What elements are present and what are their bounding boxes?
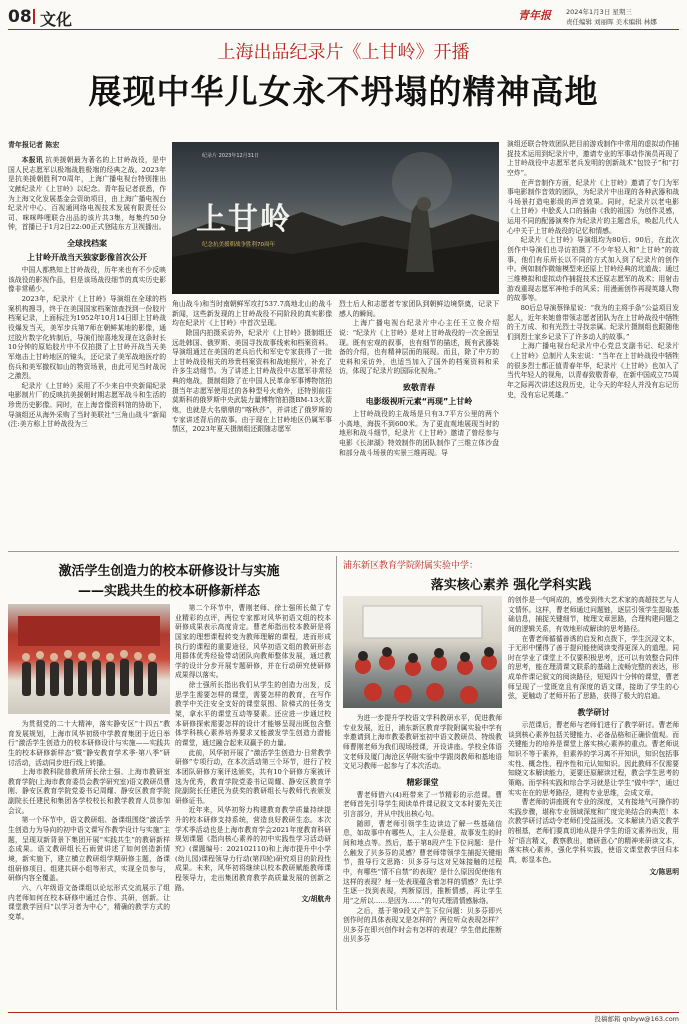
left-title-1: 激活学生创造力的校本研修设计与实施 bbox=[58, 564, 280, 579]
paragraph: 六、八年级语文备课组以论坛形式交流展示了组内老师如何在校本研修中通过合作、共研，创新。让课堂教学回归“以学习者为中心”，精确的教学方式的变革。 bbox=[8, 883, 170, 921]
paragraph: 烈士后人和志愿者专家团队到朝鲜边境祭奠，记录下感人的瞬间。 bbox=[339, 300, 499, 318]
right-photo bbox=[343, 596, 502, 708]
vertical-divider bbox=[336, 556, 337, 1010]
paragraph: 曹老师的讲座既有专业的深度，又有接地气可操作的实践步骤，堪称专业领域深度和广度完美结合的典范！本次教学研讨活动令老师们受益匪浅。文本解读乃语文教学的根基，老师们要真切地从提升学生的语文素养出发，用好“语言精义，教察教出，磨研意心”的精神来研读文本，落实核心素养，强化学科实践，使语文课堂教学回归本真，彰显本色。 bbox=[508, 798, 679, 865]
paragraph: 2023年，纪录片《上甘岭》导演组在全球的档案机构搜寻，终于在美国国家档案馆查找到一份胶片档案记录，上面标注为1952年10月14日即上甘岭战役爆发当天，美军步兵第7师在朝鲜某地的影像，通过胶片数字化转制后，导演们惊喜地发现在这条时长10分钟的原始胶片中不仅拍摄了上甘岭开战当天美军炮击上甘岭地区的镜头，还记录了美军战地医疗的伤兵和美军撤权如山的物资场景，由此可见当时战况之激烈。 bbox=[8, 295, 166, 381]
top-lead-paragraph bbox=[8, 156, 166, 233]
paragraph: 随即，曹老师引领学生边读边了解一些基础信息，如故事中有哪些人，主人公是谁，故事发生的时间和地点等。然后，基于第8段产生下位问题：是什么触发了贝多芬的灵感？曹老师带领学生捕捉关键细节，推导行文思路：贝多芬与这对兄妹接触的过程中，有哪些“情不自禁”的表现？是什么原因促使他有这样的表现？每一处表现蕴含着怎样的情感？先让学生逐一找到表现，判断原因，推断情感，再让学生用“之所以……是因为……”的句式理清情感脉络。 bbox=[343, 819, 502, 905]
paragraph: 为进一步提升学校语文学科教研水平，促进教师专业发展，近日，浦东新区教育学院附属实验中学有幸邀请到上海市教委教研室初中语文教研员、特级教师曹刚老师为我们现场授课，开设讲座。学校全体语文老师及厦门海沧区华附实验中学跟岗教师和基地语文见习教师一起参与了本次活动。 bbox=[343, 714, 502, 771]
right-signature: 文/陈思明 bbox=[649, 867, 679, 876]
top-article-col4 bbox=[507, 140, 679, 546]
left-article-col2 bbox=[175, 604, 331, 1010]
footer-email: qnbyw@163.com bbox=[622, 1015, 679, 1023]
top-byline: 青年报记者 陈宏 bbox=[8, 141, 60, 149]
right-article-col1 bbox=[343, 714, 502, 1010]
poster-subtitle: 纪念抗美援朝战争胜利70周年 bbox=[202, 242, 275, 248]
lead-text: 抗美援朝最为著名的上甘岭战役，是中国人民志愿军以极端战胜极端的经典之战。2023年是抗美援朝胜利70周年，上海广播电视台特别推出文献纪录片《上甘岭》以纪念。青年报记者获悉，作为上海文化发展基金会资助项目，由上海广播电视台纪录片中心、百视通网络电视技术发展有限责任公司、咪咪哔哩联合出品的该片共3集，每集约50分钟，首播已于1月2日22:00正式登陆东方卫视播出。 bbox=[8, 156, 166, 232]
top-kicker: 上海出品纪录片《上甘岭》开播 bbox=[217, 42, 470, 63]
left-title-2: ——实践共生的校本研修新样态 bbox=[77, 584, 260, 599]
right-title: 落实核心素养 强化学科实践 bbox=[430, 578, 592, 593]
right-kicker: 浦东新区教育学院附属实验中学： bbox=[343, 561, 479, 571]
right-subhead-1: 精彩课堂 bbox=[406, 777, 439, 787]
paragraph: 徐士强所长指出我们从学生的创造力出发，反思学生需要怎样的课堂，需要怎样的教育，在写作教学中关注安全支好的课堂氛围、阶梯式的任务支架，拿水平的课堂互动等要素。还应进一步通过校本研修探索需要怎样的设计才能够呈现出既包含整体学科核心素养培养要求又能激发学生创造力潜能的课堂，通过融合起来双赢予的力量。 bbox=[175, 681, 331, 747]
subhead-1b: 上甘岭开战当天独家影像首次公开 bbox=[27, 253, 147, 263]
paragraph: 第一个环节中，语文教研组、备课组围绕“激活学生创造力为导向的初中语文课写作教学设计与实施”主题，呈现双新背景下集团开展“实践共生”的教研新样态成果。语文教研组长石雨萱讲述了如何创造新情境，新实施下，建立横立教研组学期研修主题，备课组研修项目、组建共研小组等形式，实现全员参与，研修内容全覆盖。 bbox=[8, 816, 170, 883]
subhead-2: 致敬青春 bbox=[403, 383, 435, 393]
paragraph: 中国人都熟知上甘岭战役，历年来也有不少反映该战役的影视作品，但是该场战役细节的真实历史影像非常稀少。 bbox=[8, 266, 166, 294]
page-number: 08 bbox=[8, 7, 32, 27]
paragraph: 在声音制作方面，纪录片《上甘岭》邀请了专门为军事电影制作音效的团队，为纪录片中出现的各种武器和战斗场景打造电影级的声音效果。同时，纪录片以老电影《上甘岭》中脍炙人口的插曲《我的祖国》为创作灵感，运用不同的配器演奏作为纪录片的主题音乐，唤起几代人心中关于上甘岭战役的记忆和情感。 bbox=[507, 178, 679, 235]
top-article-col2 bbox=[172, 300, 332, 546]
poster-title: 上甘岭 bbox=[196, 202, 292, 237]
top-headline: 展现中华儿女永不坍塌的精神高地 bbox=[88, 72, 599, 111]
lead-tag: 本报讯 bbox=[21, 156, 43, 164]
paragraph: 纪录片《上甘岭》采用了不少来自中央新闻纪录电影制片厂的反映抗美援朝时期志愿军战斗和生活的珍贵历史影像。同时，在上海音像资料馆的协助下，导演组还从海外采购了当时美联社“三角山战斗”新闻(注:美方称上甘岭战役为三 bbox=[8, 381, 166, 429]
group-photo bbox=[8, 604, 170, 714]
poster-date: 纪录片 2023年12月31日 bbox=[202, 153, 260, 159]
issue-date: 2024年1月3日 星期三 bbox=[566, 8, 632, 16]
paragraph: 近年来，风华初努力构建教育教学质量持续提升的校本研修支持系统，营造良好教研生态。本次学术季活动也是上海市教育学会2021年度教育科研规划课题《指向核心素养的初中实践性学习活动研究》(课题编号：202102110)和上海市提升中小学(幼儿园)课程领导力行动(第四轮)研究项目的阶段性成果。未来，风华初将继续以校本教研赋能教师课程领导力，走出集团教育教学高质量发展的创新之路。 bbox=[175, 806, 331, 892]
editors: 责任编辑 刘丽晖 美术编辑 林娜 bbox=[566, 18, 657, 26]
paragraph: 在曹老师循循善诱的启发和点拨下，学生沉浸文本，于无形中懂得了善于提问能使阅读变得更深入的道理。同时在学业了课堂上不仅要积极思考，还可以有效整合同伴的思考，能在理清课文联系的基础上流畅完整的表达，形成单件课记叙文的阅读路径，短短四十分钟的课堂，曹老师呈现了一堂既宽且有深度的语文课，接助了学生的心弦，更触动了老师开拓了思路，获得了极大的启迪。 bbox=[508, 634, 679, 701]
paragraph: 除国内拍摄采访外，纪录片《上甘岭》摄制组还远赴韩国、俄罗斯、美国寻找故事线索和档案资料。导演组通过在美国的老兵后代和军史专家获得了一批上甘岭战役相关的珍贵档案资料和战地照片，补充了许多生动细节。为了讲述上甘岭战役中志愿军非常经典的炮战，摄制组除了在中国人民革命军事博物馆拍摄当年志愿军使用过的各种型号火炮外，还特别前往莫斯科的俄罗斯中央武装力量博物馆拍摄BM-13火箭炮，也就是大名鼎鼎的“喀秋莎”，并讲述了俄罗斯的专家讲述背后的故事。由于现在上甘岭地区仍属军事禁区，2023年夏天摄制组还跟随志愿军 bbox=[172, 328, 332, 434]
paragraph: 第二个环节中，曹刚老师、徐士强所长做了专业精彩的点评，两位专家都对风华初语文组的校本研修成果表示高度肯定。曹老师指出校本教研是将国家的理想课程转变为教师理解的课程，进而形成执行的课程的重要途径，风华初语文组的教研形态用群体优秀经验带动团队向教师整体发展，通过教学的设计分步开展专题研修，并在行动研究使研修成果得以落实。 bbox=[175, 604, 331, 680]
left-article-col1 bbox=[8, 720, 170, 1010]
documentary-poster bbox=[172, 142, 499, 294]
paragraph: 纪录片《上甘岭》导演组均为80后、90后，在此次创作中导演们也寻访拍摄了不少年轻人和“上甘岭”的故事，他们有乐所长以不同的方式加入到了纪录片的创作中。例如制作微缩模型来还原上甘岭经典的坑道战；通过三维模拟和虚拟动作捕捉技术还原志愿军的战术；用射击游戏重现志愿军神枪手的风采；用漫画创作再现英雄人物的故事等。 bbox=[507, 236, 679, 303]
subhead-1: 全球找档案 bbox=[67, 239, 107, 249]
paragraph: 此前，风华初开展了“激活学生创造力·日常教学研修”专项行动，在本次活动第三个环节，进行了校本团队研修方案评选颁奖，共有10个研修方案被评选为优秀，教育学院党委书记周耀、静安区教育学院副院长任建民为获奖的教研组长与教师代表颁发研修证书。 bbox=[175, 748, 331, 805]
top-article-col1 bbox=[8, 156, 166, 546]
paragraph: 上甘岭战役的主战场是只有3.7平方公里的两个小高地，海拔不到600米。为了更直观地展现当时的地形和战斗细节，纪录片《上甘岭》邀请了曾经参与电影《长津湖》特效制作的团队制作了三维立体沙盘和部分战斗场景的实景三维再现。导 bbox=[339, 410, 499, 457]
classroom-photo bbox=[343, 596, 502, 708]
paragraph: 曹老师借六(4)班带来了一节精彩的示范课。曹老师首先引导学生阅读单件课记叙文文本时要先关注引言部分，并从中找出核心句。 bbox=[343, 790, 502, 819]
paragraph: 示范课后，曹老师与老师们进行了教学研讨。曹老师谈到核心素养包括关键能力、必备品格和正确价值观。而关键能力的培养是课堂上落实核心素养的重点。曹老师说知识不等于素养，但素养的学习离不开知识，知识包括事实性、概念性、程序性和元认知知识。因此教师不仅需要知晓文本解读能力，更要还原解读过程，教会学生思考的策略。而学科实践和综合学习就是让学生“做中学”，通过实实在在的思考路径，建构专业思维，会成文章。 bbox=[508, 721, 679, 797]
footer-label: 投稿邮箱 bbox=[594, 1015, 621, 1023]
left-photo bbox=[8, 604, 170, 714]
paragraph: 的创作是一气呵成的，感受到伟大艺术家的高超技艺与人文情怀。这样，曹老师通过问题链，逐层引领学生提取基础信息，捕捉关键细节，梳理文章思路，合理构建问题之间的逻辑关系，有效地形成解读的思考路径。 bbox=[508, 596, 679, 633]
paragraph: 上海广播电视台纪录片中心党总支副书记、纪录片《上甘岭》总制片人朱宏说：“当年在上甘岭战役中牺牲的很多烈士都正值青春年华，纪录片《上甘岭》也加入了当代年轻人的视角，以青春致敬青春，在新中国成立75周年之际再次讲述这段历史，让今天的年轻人并没有忘记历史，没有忘记英雄。” bbox=[507, 342, 679, 399]
section-divider bbox=[33, 9, 35, 24]
section-name: 文化 bbox=[40, 10, 73, 29]
paragraph: 80后总导演蔡锋星说：“我为的主将手条“公益项目发起人，近年来她曾带领志愿者团队为在上甘岭战役中牺牲的王万成、和有光烈士寻找亲属。纪录片摄制组也跟随他们到烈士家乡记录下了许多动人的故事。” bbox=[507, 303, 679, 341]
subhead-2b: 电影级视听元素“再现”上甘岭 bbox=[365, 397, 473, 407]
right-subhead-2: 教学研讨 bbox=[577, 708, 610, 718]
left-signature: 文/胡航舟 bbox=[301, 895, 331, 904]
paragraph: 演组还联合特效团队把目前游戏制作中常用的虚拟动作捕捉技术运用到纪录片中，邀请专业的军事动作演员再现了上甘岭战役中志愿军老兵发明的创新战术“包饺子”和“打空炸”。 bbox=[507, 140, 679, 177]
paragraph: 角山战斗)和当时南朝鲜军攻打537.7高地北山的战斗新闻，这些新发现的上甘岭战役不同阶段的真实影像均在纪录片《上甘岭》中首次呈现。 bbox=[172, 300, 332, 328]
paragraph: 为贯彻党的二十大精神，落实静安区“十四五”教育发展规划，上海市风华初级中学教育集团于近日举行“激活学生创造力的校本研修设计与实施——实践共生的校本研修新样态”暨“静安教育学术季·第八季”研讨活动，活动同步进行线上转播。 bbox=[8, 720, 170, 767]
page-header bbox=[0, 0, 687, 30]
header-rule bbox=[8, 29, 679, 30]
footer-rule bbox=[8, 1012, 679, 1013]
right-article-col2 bbox=[508, 596, 679, 1010]
paragraph: 之后，基于第9段又产生下位问题：贝多芬即兴创作时的具体表现又是怎样的？两位听众表现怎样？贝多芬在即兴创作时会有怎样的表现？学生借此推断出贝多芬 bbox=[343, 906, 502, 944]
section-divider-line bbox=[8, 551, 679, 552]
top-article-col3 bbox=[339, 300, 499, 546]
paragraph: 上海市教科院普教所所长徐士强、上海市教研室教育学院(上海市教育委员会教学研究室)语文教研员曹刚、静安区教育学院党委书记周耀、静安区教育学院副院长任建民和集团各学校校长和教学教育人员参加会议。 bbox=[8, 768, 170, 815]
paragraph: 上海广播电视台纪录片中心主任王立俊介绍说：“纪录片《上甘岭》是对上甘岭战役的一次全面呈现。既有宏观的叙事，也有细节的描述，既有武器装备的介绍，也有精神层面的展现。而且，除了中方的史料和采访外，也适当加入了国外的档案资料和采访，体现了纪录片的国际化视角。” bbox=[339, 319, 499, 376]
newspaper-logo: 青年报 bbox=[518, 9, 551, 22]
footer-contact bbox=[595, 1014, 679, 1023]
